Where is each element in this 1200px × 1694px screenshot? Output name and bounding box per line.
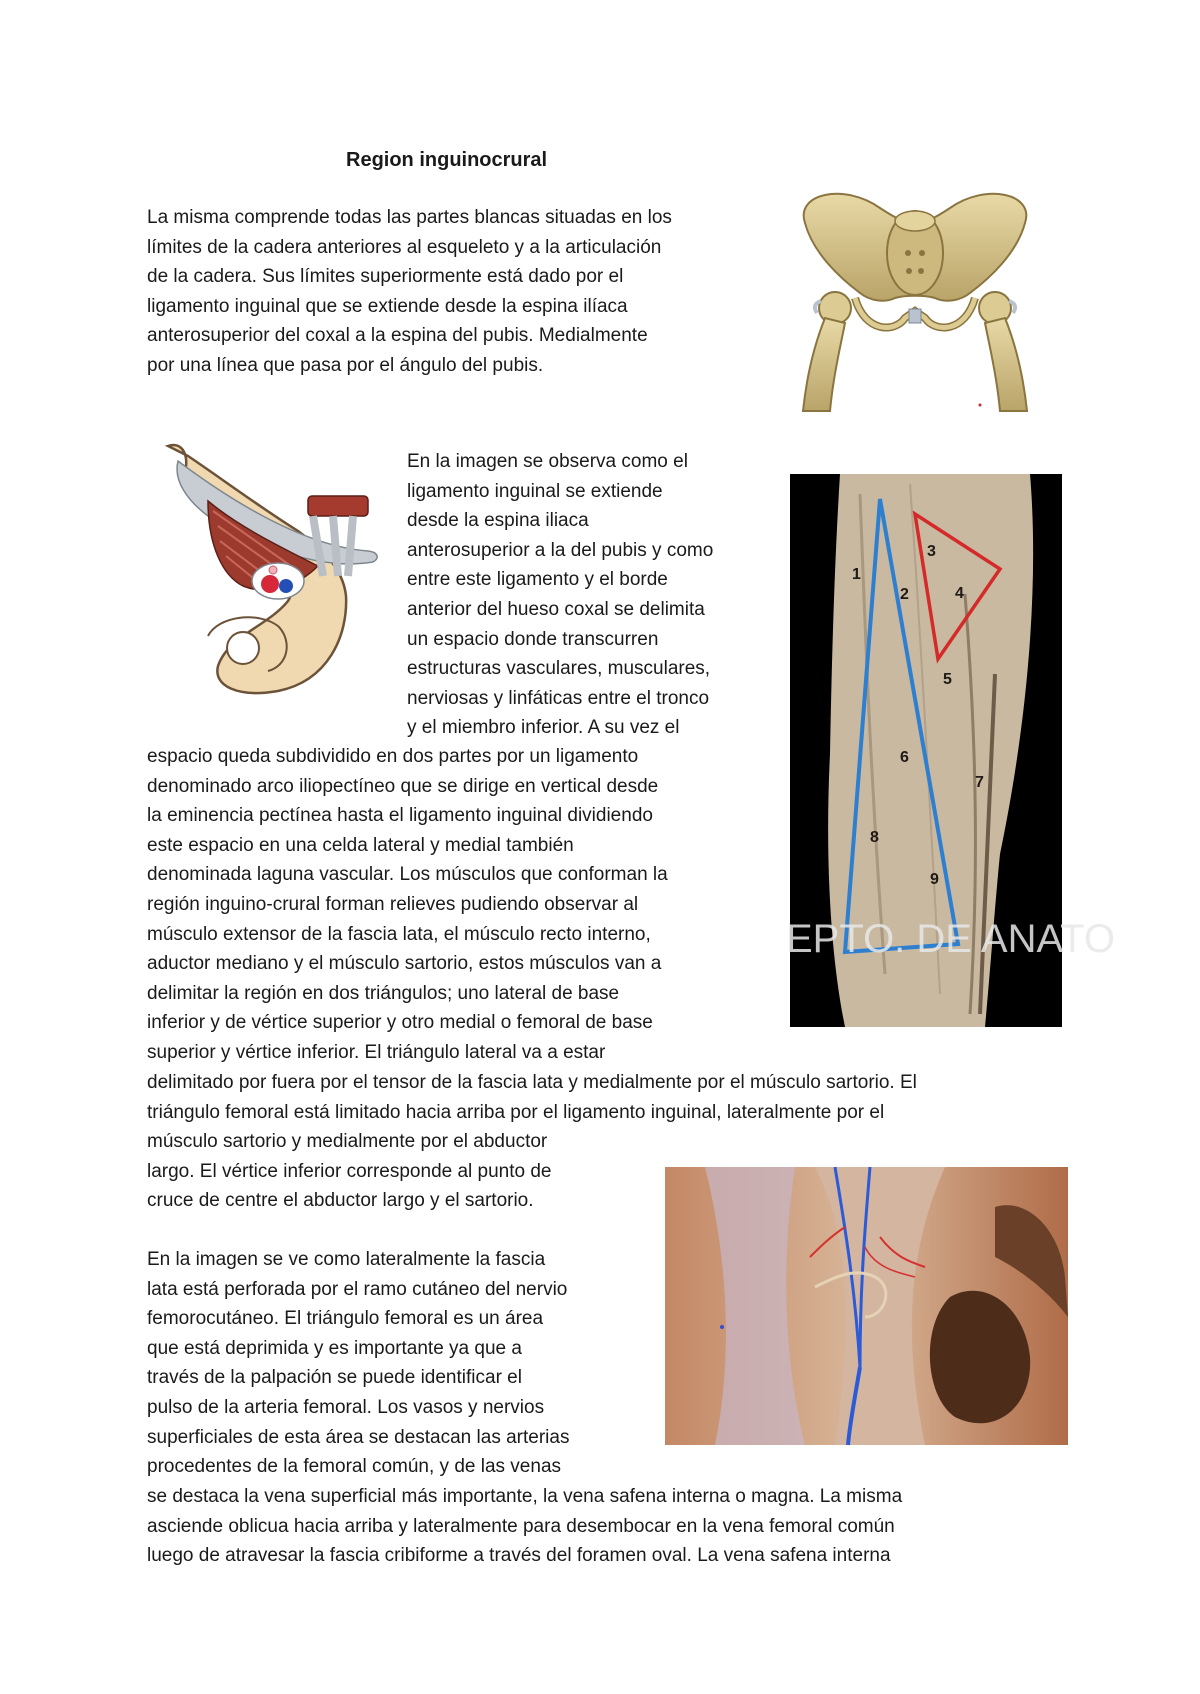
paragraph-3-full	[147, 1482, 902, 1571]
text-line: denominado arco iliopectíneo que se dirige en vertical desde	[147, 775, 659, 797]
text-line: este espacio en una celda lateral y medial también	[147, 834, 574, 856]
text-line: superficiales de esta área se destacan las arterias	[147, 1426, 570, 1448]
text-line: través de la palpación se puede identificar el	[147, 1367, 522, 1389]
text-line: cruce de centre el abductor largo y el sartorio.	[147, 1190, 534, 1212]
text-line: límites de la cadera anteriores al esqueleto y a la articulación	[147, 236, 662, 258]
text-line: luego de atravesar la fascia cribiforme a través del foramen oval. La vena safena interna	[147, 1545, 891, 1567]
paragraph-2-tail	[147, 1127, 552, 1216]
paragraph-2-beside	[407, 447, 713, 743]
text-line: pulso de la arteria femoral. Los vasos y nervios	[147, 1396, 545, 1418]
paragraph-2-full	[147, 1068, 917, 1127]
label-7: 7	[975, 774, 984, 791]
text-line: que está deprimida y es importante ya que a	[147, 1337, 522, 1359]
label-8: 8	[870, 829, 879, 846]
text-line: En la imagen se ve como lateralmente la fascia	[147, 1249, 546, 1270]
text-line: estructuras vasculares, musculares,	[407, 658, 711, 680]
text-line: músculo extensor de la fascia lata, el músculo recto interno,	[147, 923, 651, 945]
text-line: La misma comprende todas las partes blancas situadas en los	[147, 207, 672, 228]
text-line: ligamento inguinal que se extiende desde la espina ilíaca	[147, 295, 628, 317]
pelvis-illustration	[785, 183, 1045, 415]
watermark-text: EPTO. DE ANATO	[786, 917, 1115, 961]
text-line: superior y vértice inferior. El triángulo lateral va a estar	[147, 1041, 606, 1063]
label-3: 3	[927, 543, 936, 560]
label-4: 4	[955, 585, 964, 602]
intro-paragraph	[147, 203, 672, 381]
text-line: entre este ligamento y el borde	[407, 569, 668, 591]
text-line: procedentes de la femoral común, y de las venas	[147, 1456, 562, 1478]
dissection-photo	[786, 474, 1115, 1027]
text-line: anterosuperior del coxal a la espina del pubis. Medialmente	[147, 325, 648, 347]
text-line: inferior y de vértice superior y otro medial o femoral de base	[147, 1012, 653, 1034]
label-2: 2	[900, 586, 909, 603]
text-line: de la cadera. Sus límites superiormente está dado por el	[147, 266, 624, 288]
text-line: asciende oblicua hacia arriba y lateralmente para desembocar en la vena femoral común	[147, 1515, 895, 1537]
paragraph-3-beside	[147, 1245, 569, 1482]
text-line: un espacio donde transcurren	[407, 628, 659, 650]
label-1: 1	[852, 566, 861, 583]
text-line: nerviosas y linfáticas entre el tronco	[407, 687, 710, 709]
text-line: espacio queda subdividido en dos partes por un ligamento	[147, 746, 639, 767]
page-title: Region inguinocrural	[346, 149, 548, 171]
paragraph-2-main	[147, 742, 668, 1068]
text-line: delimitar la región en dos triángulos; uno lateral de base	[147, 982, 620, 1004]
text-line: la eminencia pectínea hasta el ligamento inguinal dividiendo	[147, 805, 653, 827]
text-line: En la imagen se observa como el	[407, 451, 688, 472]
femoral-dissection-photo	[665, 1167, 1068, 1445]
label-6: 6	[900, 749, 909, 766]
text-line: por una línea que pasa por el ángulo del pubis.	[147, 354, 544, 376]
text-line: región inguino-crural forman relieves pudiendo observar al	[147, 893, 639, 915]
text-line: delimitado por fuera por el tensor de la fascia lata y medialmente por el músculo sartorio. El	[147, 1072, 917, 1093]
label-5: 5	[943, 671, 952, 688]
text-line: triángulo femoral está limitado hacia arriba por el ligamento inguinal, lateralmente por el	[147, 1101, 885, 1123]
inguinal-ligament-illustration	[148, 436, 388, 702]
text-line: largo. El vértice inferior corresponde al punto de	[147, 1160, 552, 1182]
text-line: ligamento inguinal se extiende	[407, 480, 663, 502]
text-line: anterior del hueso coxal se delimita	[407, 598, 705, 620]
text-line: se destaca la vena superficial más importante, la vena safena interna o magna. La misma	[147, 1486, 903, 1507]
text-line: lata está perforada por el ramo cutáneo del nervio	[147, 1278, 568, 1300]
text-line: desde la espina iliaca	[407, 510, 589, 532]
text-line: músculo sartorio y medialmente por el abductor	[147, 1131, 548, 1152]
label-9: 9	[930, 871, 939, 888]
text-line: denominada laguna vascular. Los músculos que conforman la	[147, 864, 668, 886]
text-line: y el miembro inferior. A su vez el	[407, 717, 680, 739]
text-line: femorocutáneo. El triángulo femoral es un área	[147, 1308, 544, 1330]
text-line: anterosuperior a la del pubis y como	[407, 539, 714, 561]
text-line: aductor mediano y el músculo sartorio, estos músculos van a	[147, 953, 662, 975]
